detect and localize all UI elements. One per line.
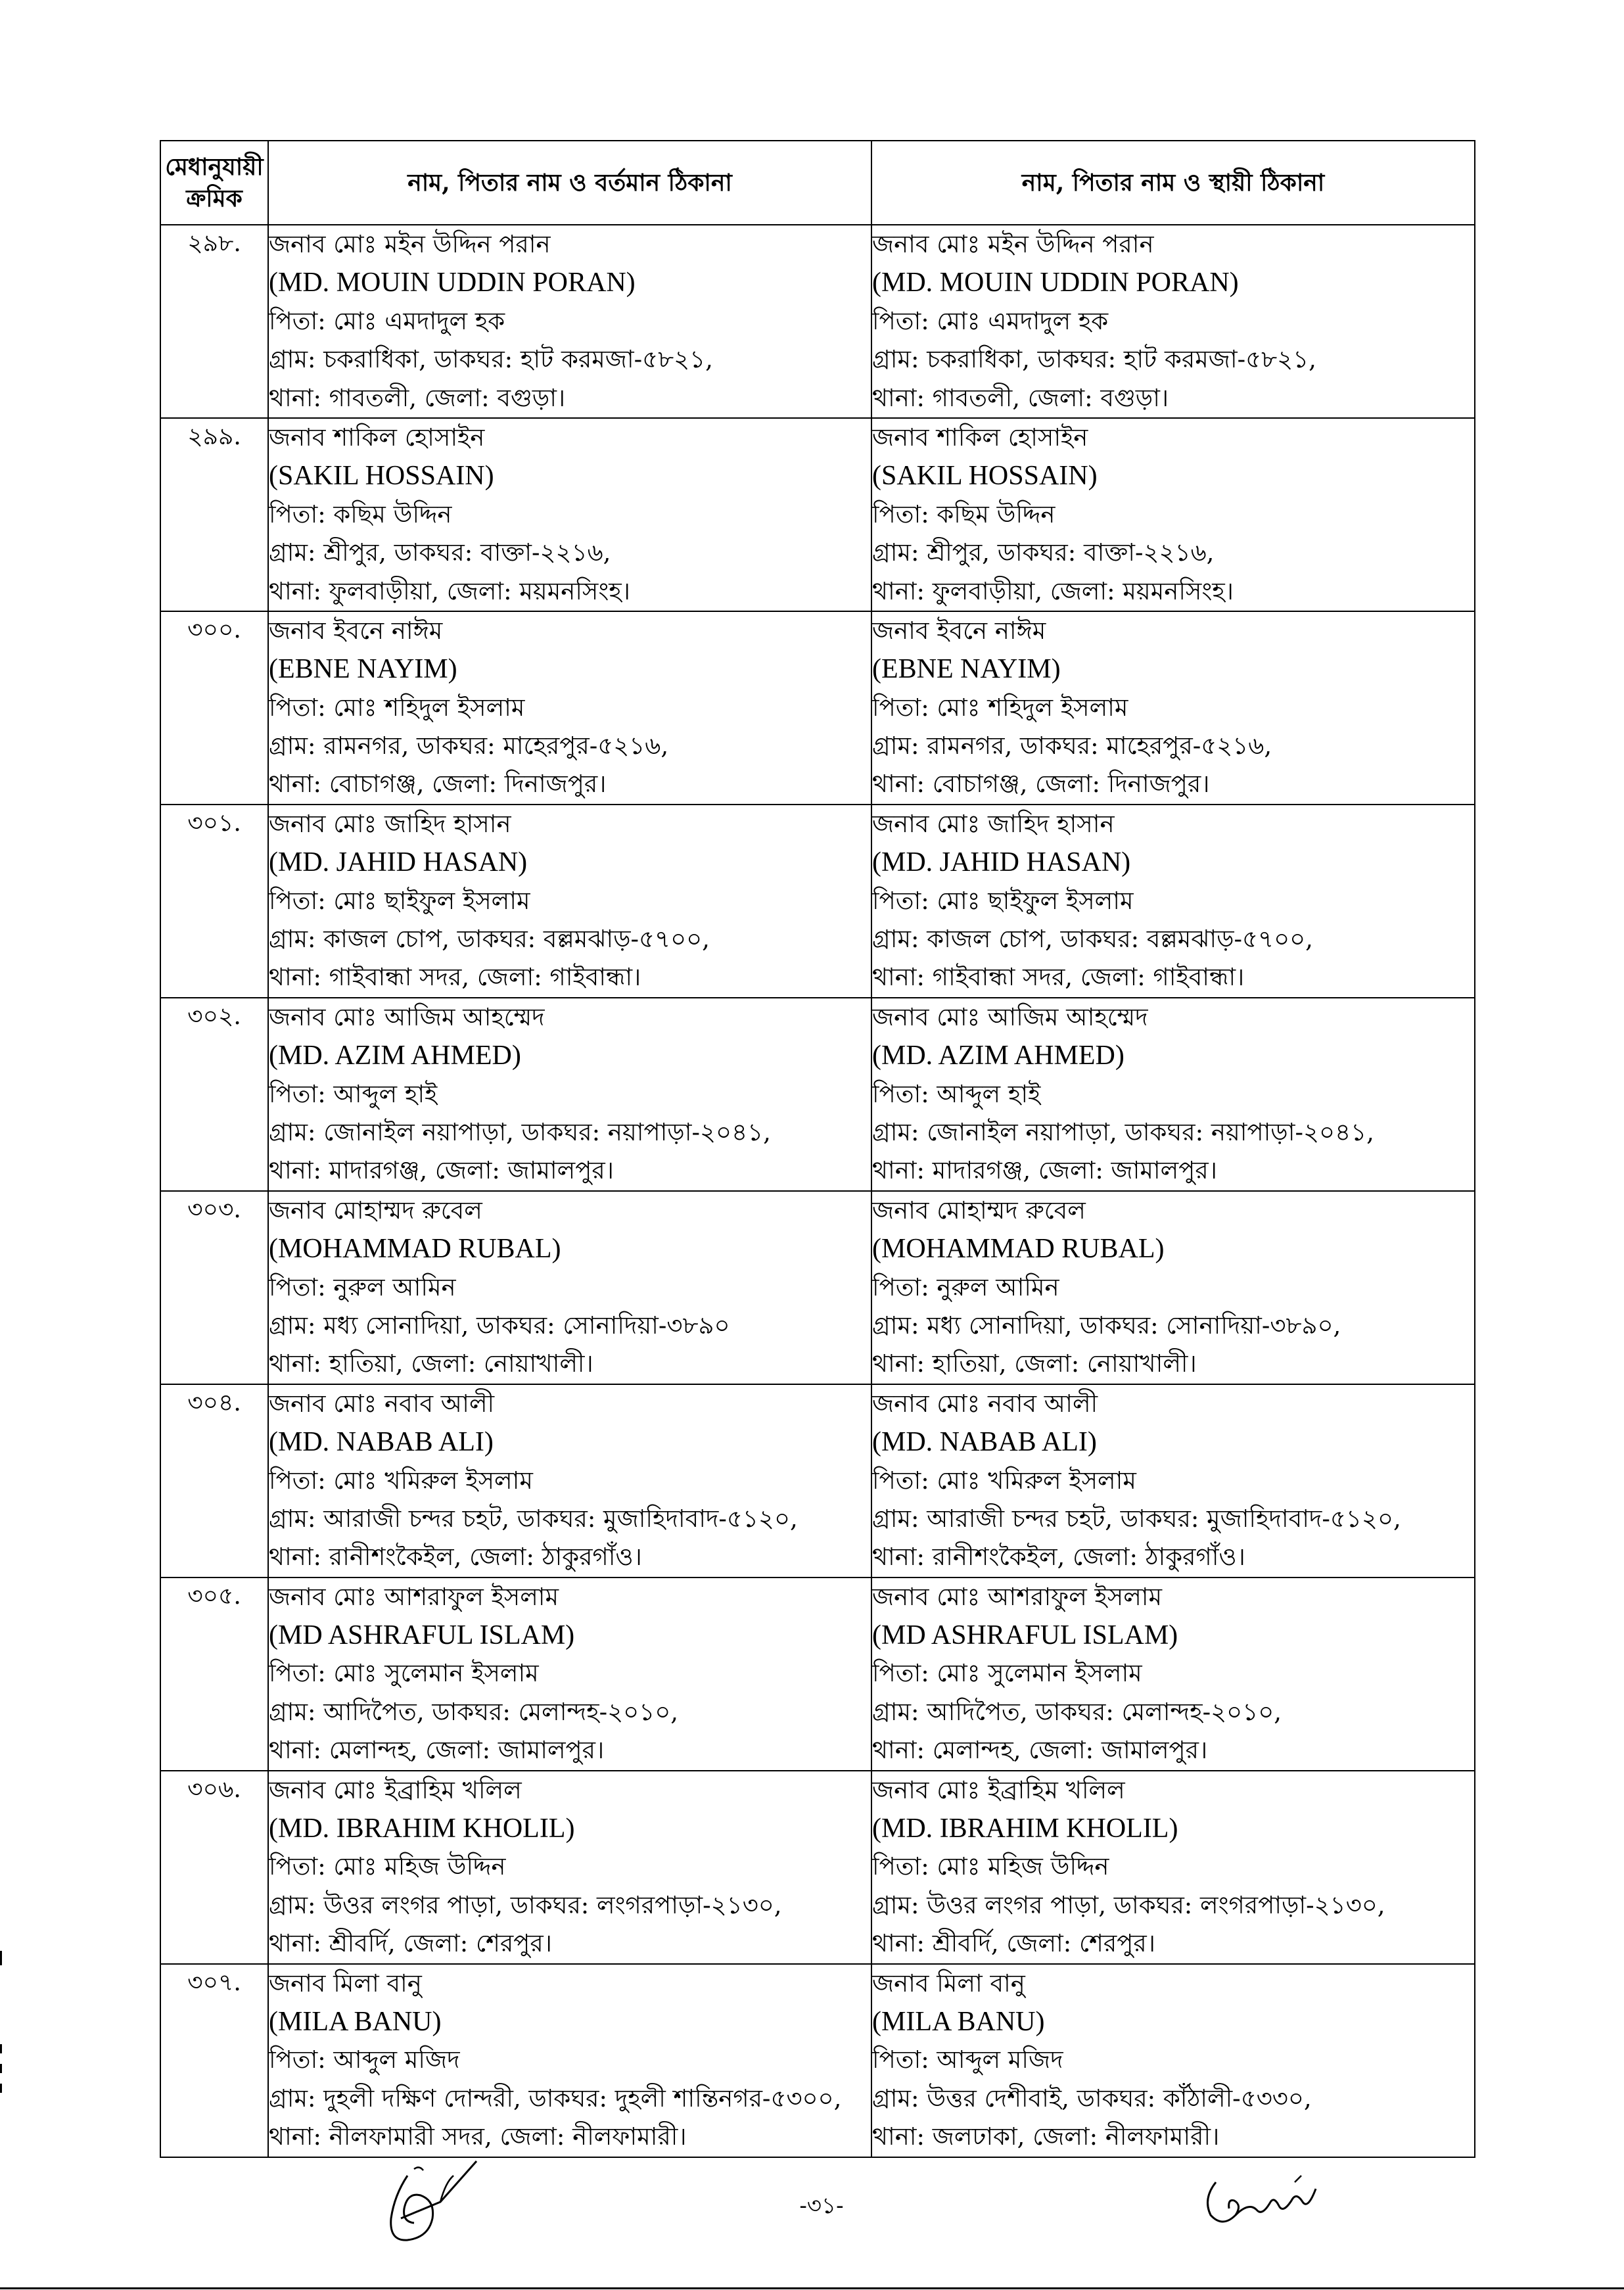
page-bottom-rule [0,2287,1624,2289]
village-line: গ্রাম: জোনাইল নয়াপাড়া, ডাকঘর: নয়াপাড়া-২০৪১, [269,1117,771,1146]
thana-district-line: থানা: নীলফামারী সদর, জেলা: নীলফামারী। [269,2122,687,2151]
table-body [160,225,1475,2157]
village-line: গ্রাম: উত্তর দেশীবাই, ডাকঘর: কাঁঠালী-৫৩৩০, [872,2084,1312,2113]
english-name-line: (MOHAMMAD RUBAL) [872,1234,1165,1265]
serial-number-cell: ৩০৬. [160,1771,268,1964]
present-address-cell [268,1577,871,1771]
father-name-line: পিতা: মোঃ খমিরুল ইসলাম [269,1466,533,1495]
present-address-cell [268,1384,871,1577]
thana-district-line: থানা: ফুলবাড়ীয়া, জেলা: ময়মনসিংহ। [269,576,630,605]
father-name-line: পিতা: নুরুল আমিন [872,1273,1059,1301]
serial-column-header: মেধানুযায়ী ক্রমিক [160,141,268,225]
thana-district-line: থানা: বোচাগঞ্জ, জেলা: দিনাজপুর। [872,770,1210,799]
permanent-address-cell [871,1771,1475,1964]
father-name-line: পিতা: আব্দুল মজিদ [269,2045,460,2074]
english-name-line: (EBNE NAYIM) [269,654,457,685]
thana-district-line: থানা: জলঢাকা, জেলা: নীলফামারী। [872,2122,1220,2151]
present-address-cell [268,1964,871,2157]
present-address-cell [268,1191,871,1384]
english-name-line: (EBNE NAYIM) [872,654,1061,685]
table-header-row [160,141,1475,225]
name-line: জনাব ইবনে নাঈম [872,616,1046,645]
father-name-line: পিতা: মোঃ মহিজ উদ্দিন [872,1852,1109,1881]
margin-mark [0,2064,2,2073]
father-name-line: পিতা: মোঃ মহিজ উদ্দিন [269,1852,506,1881]
present-address-column-header: নাম, পিতার নাম ও বর্তমান ঠিকানা [268,141,871,225]
village-line: গ্রাম: চকরাধিকা, ডাকঘর: হাট করমজা-৫৮২১, [872,345,1316,374]
margin-mark [0,2084,2,2093]
name-line: জনাব মোঃ নবাব আলী [269,1389,495,1418]
english-name-line: (MOHAMMAD RUBAL) [269,1234,561,1265]
serial-number-cell: ২৯৯. [160,418,268,611]
thana-district-line: থানা: রানীশংকৈইল, জেলা: ঠাকুরগাঁও। [872,1543,1245,1572]
table-row [160,1384,1475,1577]
name-line: জনাব মিলা বানু [872,1969,1025,1998]
thana-district-line: থানা: হাতিয়া, জেলা: নোয়াখালী। [269,1349,593,1378]
village-line: গ্রাম: উওর লংগর পাড়া, ডাকঘর: লংগরপাড়া-২১৩০, [269,1890,782,1919]
name-line: জনাব মোঃ জাহিদ হাসান [269,809,511,838]
english-name-line: (MD. IBRAHIM KHOLIL) [872,1813,1178,1844]
english-name-line: (MILA BANU) [872,2006,1045,2037]
present-address-cell [268,998,871,1191]
village-line: গ্রাম: আদিপৈত, ডাকঘর: মেলান্দহ-২০১০, [872,1697,1282,1726]
village-line: গ্রাম: শ্রীপুর, ডাকঘর: বাক্তা-২২১৬, [269,538,611,567]
name-line: জনাব মোঃ নবাব আলী [872,1389,1098,1418]
name-line: জনাব মোঃ আজিম আহম্মেদ [269,1002,545,1031]
father-name-line: পিতা: মোঃ শহিদুল ইসলাম [872,693,1128,722]
name-line: জনাব মোহাম্মদ রুবেল [269,1196,482,1225]
name-line: জনাব শাকিল হোসাইন [872,423,1088,452]
village-line: গ্রাম: রামনগর, ডাকঘর: মাহেরপুর-৫২১৬, [872,732,1272,760]
english-name-line: (MD ASHRAFUL ISLAM) [269,1620,575,1651]
father-name-line: পিতা: মোঃ সুলেমান ইসলাম [269,1659,539,1688]
thana-district-line: থানা: রানীশংকৈইল, জেলা: ঠাকুরগাঁও। [269,1543,642,1572]
table-row [160,1191,1475,1384]
village-line: গ্রাম: উওর লংগর পাড়া, ডাকঘর: লংগরপাড়া-২১৩০, [872,1890,1385,1919]
name-line: জনাব মোঃ আশরাফুল ইসলাম [872,1582,1163,1611]
margin-mark [0,1951,2,1965]
village-line: গ্রাম: কাজল চোপ, ডাকঘর: বল্লমঝাড়-৫৭০০, [872,925,1313,954]
thana-district-line: থানা: মাদারগঞ্জ, জেলা: জামালপুর। [872,1156,1217,1185]
signature-left [368,2156,499,2257]
father-name-line: পিতা: আব্দুল মজিদ [872,2045,1063,2074]
permanent-address-cell [871,805,1475,998]
table-row [160,225,1475,418]
permanent-address-cell [871,1964,1475,2157]
village-line: গ্রাম: রামনগর, ডাকঘর: মাহেরপুর-৫২১৬, [269,732,669,760]
village-line: গ্রাম: আদিপৈত, ডাকঘর: মেলান্দহ-২০১০, [269,1697,679,1726]
thana-district-line: থানা: গাবতলী, জেলা: বগুড়া। [872,383,1169,412]
village-line: গ্রাম: জোনাইল নয়াপাড়া, ডাকঘর: নয়াপাড়া-২০৪১, [872,1117,1374,1146]
serial-number-cell: ৩০১. [160,805,268,998]
english-name-line: (MD. MOUIN UDDIN PORAN) [872,268,1239,298]
serial-number-cell: ৩০৫. [160,1577,268,1771]
english-name-line: (MD. JAHID HASAN) [872,847,1131,878]
name-line: জনাব মোঃ ইব্রাহিম খলিল [872,1775,1125,1804]
name-line: জনাব শাকিল হোসাইন [269,423,485,452]
english-name-line: (MD. MOUIN UDDIN PORAN) [269,268,636,298]
english-name-line: (SAKIL HOSSAIN) [269,461,494,492]
name-line: জনাব মোঃ আজিম আহম্মেদ [872,1002,1148,1031]
english-name-line: (MD ASHRAFUL ISLAM) [872,1620,1178,1651]
permanent-address-cell [871,1191,1475,1384]
name-line: জনাব মোঃ মইন উদ্দিন পরান [872,230,1154,258]
village-line: গ্রাম: আরাজী চন্দর চহট, ডাকঘর: মুজাহিদাবাদ-৫১২০, [872,1504,1401,1533]
village-line: গ্রাম: দুহলী দক্ষিণ দোন্দরী, ডাকঘর: দুহলী শান্তিনগর-৫৩০০, [269,2084,842,2113]
father-name-line: পিতা: কছিম উদ্দিন [872,500,1056,528]
serial-number-cell: ৩০০. [160,611,268,805]
margin-mark [0,2044,2,2053]
english-name-line: (MILA BANU) [269,2006,442,2037]
signature-right [1196,2162,1328,2237]
permanent-address-cell [871,611,1475,805]
english-name-line: (MD. AZIM AHMED) [872,1040,1125,1071]
table-row [160,805,1475,998]
thana-district-line: থানা: শ্রীবর্দি, জেলা: শেরপুর। [872,1929,1155,1958]
thana-district-line: থানা: গাইবান্ধা সদর, জেলা: গাইবান্ধা। [269,963,641,992]
village-line: গ্রাম: আরাজী চন্দর চহট, ডাকঘর: মুজাহিদাবাদ-৫১২০, [269,1504,798,1533]
document-sheet [160,140,1474,2158]
table-row [160,611,1475,805]
father-name-line: পিতা: আব্দুল হাই [872,1079,1041,1108]
father-name-line: পিতা: মোঃ খমিরুল ইসলাম [872,1466,1136,1495]
thana-district-line: থানা: মাদারগঞ্জ, জেলা: জামালপুর। [269,1156,614,1185]
father-name-line: পিতা: মোঃ ছাইফুল ইসলাম [269,886,530,915]
name-line: জনাব মোঃ ইব্রাহিম খলিল [269,1775,522,1804]
serial-number-cell: ৩০২. [160,998,268,1191]
name-line: জনাব ইবনে নাঈম [269,616,443,645]
serial-number-cell: ৩০৭. [160,1964,268,2157]
thana-district-line: থানা: বোচাগঞ্জ, জেলা: দিনাজপুর। [269,770,607,799]
table-row [160,998,1475,1191]
thana-district-line: থানা: মেলান্দহ, জেলা: জামালপুর। [269,1736,605,1765]
merit-list-table [160,140,1475,2158]
father-name-line: পিতা: মোঃ ছাইফুল ইসলাম [872,886,1134,915]
present-address-cell [268,611,871,805]
table-row [160,1771,1475,1964]
father-name-line: পিতা: মোঃ এমদাদুল হক [269,306,505,335]
english-name-line: (MD. NABAB ALI) [872,1427,1097,1458]
name-line: জনাব মোঃ জাহিদ হাসান [872,809,1115,838]
village-line: গ্রাম: কাজল চোপ, ডাকঘর: বল্লমঝাড়-৫৭০০, [269,925,710,954]
name-line: জনাব মোঃ আশরাফুল ইসলাম [269,1582,559,1611]
village-line: গ্রাম: মধ্য সোনাদিয়া, ডাকঘর: সোনাদিয়া-৩৮৯০ [269,1311,730,1340]
name-line: জনাব মিলা বানু [269,1969,422,1998]
table-row [160,1577,1475,1771]
permanent-address-cell [871,998,1475,1191]
thana-district-line: থানা: গাইবান্ধা সদর, জেলা: গাইবান্ধা। [872,963,1245,992]
page-number: -৩১- [799,2193,844,2219]
english-name-line: (MD. NABAB ALI) [269,1427,494,1458]
table-row [160,418,1475,611]
serial-number-cell: ৩০৩. [160,1191,268,1384]
name-line: জনাব মোঃ মইন উদ্দিন পরান [269,230,551,258]
permanent-address-cell [871,1384,1475,1577]
permanent-address-cell [871,225,1475,418]
name-line: জনাব মোহাম্মদ রুবেল [872,1196,1086,1225]
present-address-cell [268,805,871,998]
thana-district-line: থানা: ফুলবাড়ীয়া, জেলা: ময়মনসিংহ। [872,576,1234,605]
english-name-line: (MD. IBRAHIM KHOLIL) [269,1813,575,1844]
father-name-line: পিতা: মোঃ এমদাদুল হক [872,306,1109,335]
english-name-line: (SAKIL HOSSAIN) [872,461,1098,492]
thana-district-line: থানা: মেলান্দহ, জেলা: জামালপুর। [872,1736,1208,1765]
table-row [160,1964,1475,2157]
present-address-cell [268,418,871,611]
permanent-address-cell [871,1577,1475,1771]
father-name-line: পিতা: নুরুল আমিন [269,1273,456,1301]
present-address-cell [268,225,871,418]
serial-number-cell: ২৯৮. [160,225,268,418]
father-name-line: পিতা: মোঃ শহিদুল ইসলাম [269,693,525,722]
village-line: গ্রাম: শ্রীপুর, ডাকঘর: বাক্তা-২২১৬, [872,538,1215,567]
father-name-line: পিতা: কছিম উদ্দিন [269,500,452,528]
permanent-address-cell [871,418,1475,611]
english-name-line: (MD. AZIM AHMED) [269,1040,521,1071]
village-line: গ্রাম: চকরাধিকা, ডাকঘর: হাট করমজা-৫৮২১, [269,345,713,374]
village-line: গ্রাম: মধ্য সোনাদিয়া, ডাকঘর: সোনাদিয়া-৩৮৯০, [872,1311,1341,1340]
serial-number-cell: ৩০৪. [160,1384,268,1577]
english-name-line: (MD. JAHID HASAN) [269,847,528,878]
thana-district-line: থানা: গাবতলী, জেলা: বগুড়া। [269,383,566,412]
present-address-cell [268,1771,871,1964]
father-name-line: পিতা: আব্দুল হাই [269,1079,438,1108]
permanent-address-column-header: নাম, পিতার নাম ও স্থায়ী ঠিকানা [871,141,1475,225]
thana-district-line: থানা: শ্রীবর্দি, জেলা: শেরপুর। [269,1929,552,1958]
thana-district-line: থানা: হাতিয়া, জেলা: নোয়াখালী। [872,1349,1197,1378]
father-name-line: পিতা: মোঃ সুলেমান ইসলাম [872,1659,1142,1688]
